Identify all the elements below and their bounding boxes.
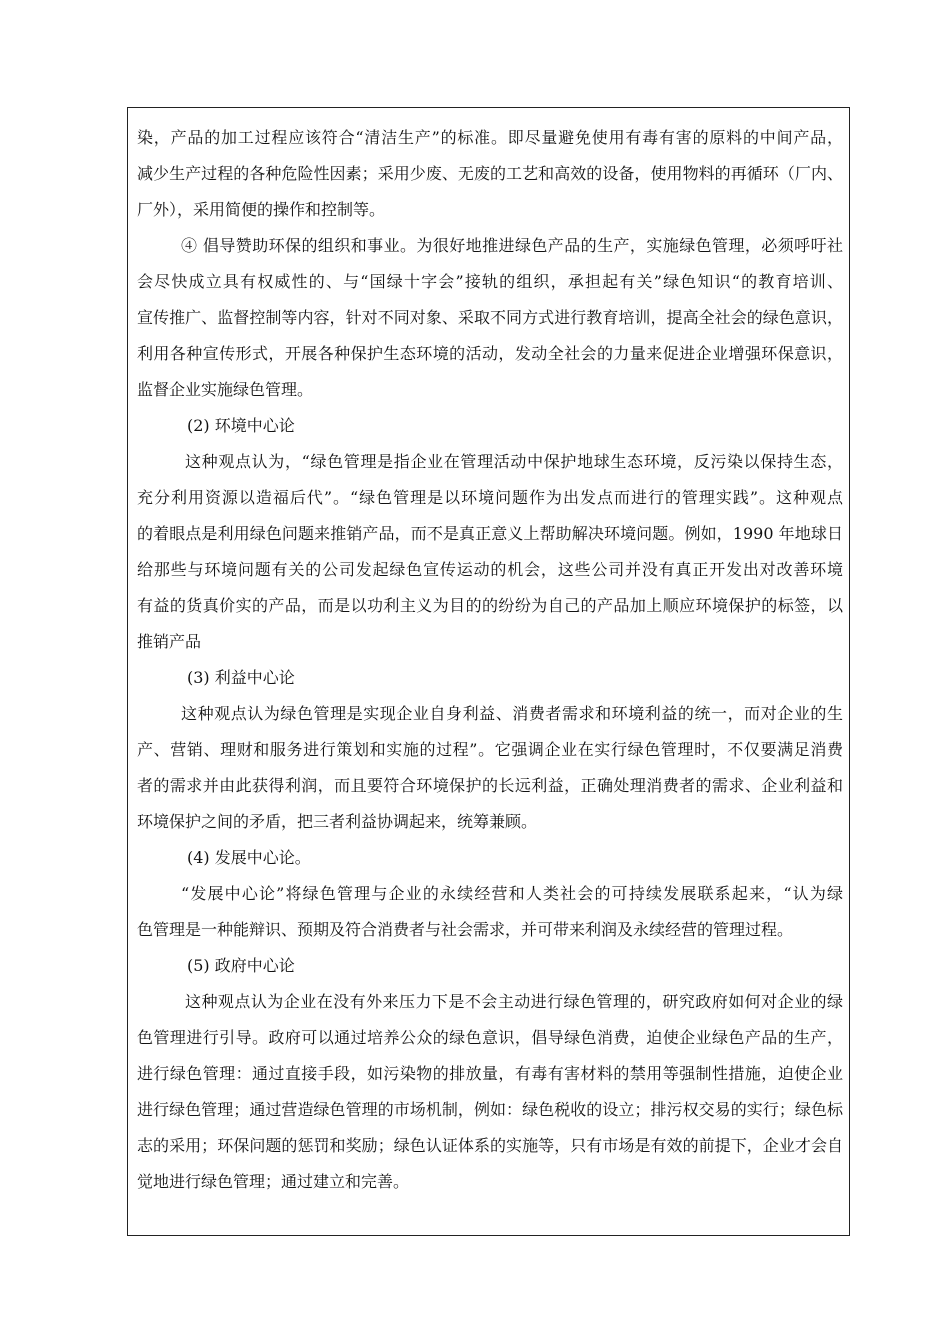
- text-line: 环境保护之间的矛盾，把三者利益协调起来，统筹兼顾。: [137, 812, 538, 831]
- text-line: 有益的货真价实的产品，而是以功利主义为目的的纷纷为自己的产品加上顺应环境保护的标签，以: [137, 596, 843, 615]
- text-line: 会尽快成立具有权威性的、与“国绿十字会”接轨的组织，承担起有关”绿色知识“的教育培训、: [137, 272, 843, 291]
- text-line: 减少生产过程的各种危险性因素；采用少废、无废的工艺和高效的设备，使用物料的再循环（厂内、: [137, 164, 843, 183]
- text-line: 这种观点认为，“绿色管理是指企业在管理活动中保护地球生态环境，反污染以保持生态，: [185, 452, 843, 471]
- text-line: “发展中心论”将绿色管理与企业的永续经营和人类社会的可持续发展联系起来，“认为绿: [181, 884, 843, 903]
- text-line: 这种观点认为企业在没有外来压力下是不会主动进行绿色管理的，研究政府如何对企业的绿: [185, 992, 843, 1011]
- text-line: 充分利用资源以造福后代”。“绿色管理是以环境问题作为出发点而进行的管理实践”。这种观点: [137, 488, 843, 507]
- text-line: 的着眼点是利用绿色问题来推销产品，而不是真正意义上帮助解决环境问题。例如，1990 年地球日: [137, 524, 843, 543]
- text-line: ④ 倡导赞助环保的组织和事业。为很好地推进绿色产品的生产，实施绿色管理，必须呼吁社: [181, 236, 843, 255]
- text-line: 产、营销、理财和服务进行策划和实施的过程”。它强调企业在实行绿色管理时，不仅要满足消费: [137, 740, 843, 759]
- section-heading: (3) 利益中心论: [187, 668, 295, 687]
- section-heading: (5) 政府中心论: [187, 956, 295, 975]
- section-heading: (4) 发展中心论。: [187, 848, 311, 867]
- text-line: 色管理进行引导。政府可以通过培养公众的绿色意识，倡导绿色消费，迫使企业绿色产品的生产，: [137, 1028, 843, 1047]
- text-line: 染，产品的加工过程应该符合“清洁生产”的标准。即尽量避免使用有毒有害的原料的中间产品，: [137, 128, 843, 147]
- text-line: 这种观点认为绿色管理是实现企业自身利益、消费者需求和环境利益的统一，而对企业的生: [181, 704, 843, 723]
- text-line: 进行绿色管理；通过营造绿色管理的市场机制，例如：绿色税收的设立；排污权交易的实行；绿色标: [137, 1100, 843, 1119]
- text-line: 色管理是一种能辩识、预期及符合消费者与社会需求，并可带来利润及永续经营的管理过程。: [137, 920, 794, 939]
- text-line: 进行绿色管理：通过直接手段，如污染物的排放量，有毒有害材料的禁用等强制性措施，迫使企业: [137, 1064, 843, 1083]
- text-line: 利用各种宣传形式，开展各种保护生态环境的活动，发动全社会的力量来促进企业增强环保意识，: [137, 344, 843, 363]
- document-body: [137, 120, 843, 1200]
- text-line: 志的采用；环保问题的惩罚和奖励；绿色认证体系的实施等，只有市场是有效的前提下，企业才会自: [137, 1136, 843, 1155]
- document-table-frame: [127, 107, 850, 1236]
- text-line: 给那些与环境问题有关的公司发起绿色宣传运动的机会，这些公司并没有真正开发出对改善环境: [137, 560, 843, 579]
- text-line: 者的需求并由此获得利润，而且要符合环境保护的长远利益，正确处理消费者的需求、企业利益和: [137, 776, 843, 795]
- text-line: 监督企业实施绿色管理。: [137, 380, 314, 399]
- text-line: 厂外），采用简便的操作和控制等。: [137, 200, 386, 219]
- text-line: 宣传推广、监督控制等内容，针对不同对象、采取不同方式进行教育培训，提高全社会的绿色意识，: [137, 308, 843, 327]
- text-line: 推销产品: [137, 632, 202, 651]
- section-heading: (2) 环境中心论: [187, 416, 295, 435]
- text-line: 觉地进行绿色管理；通过建立和完善。: [137, 1172, 410, 1191]
